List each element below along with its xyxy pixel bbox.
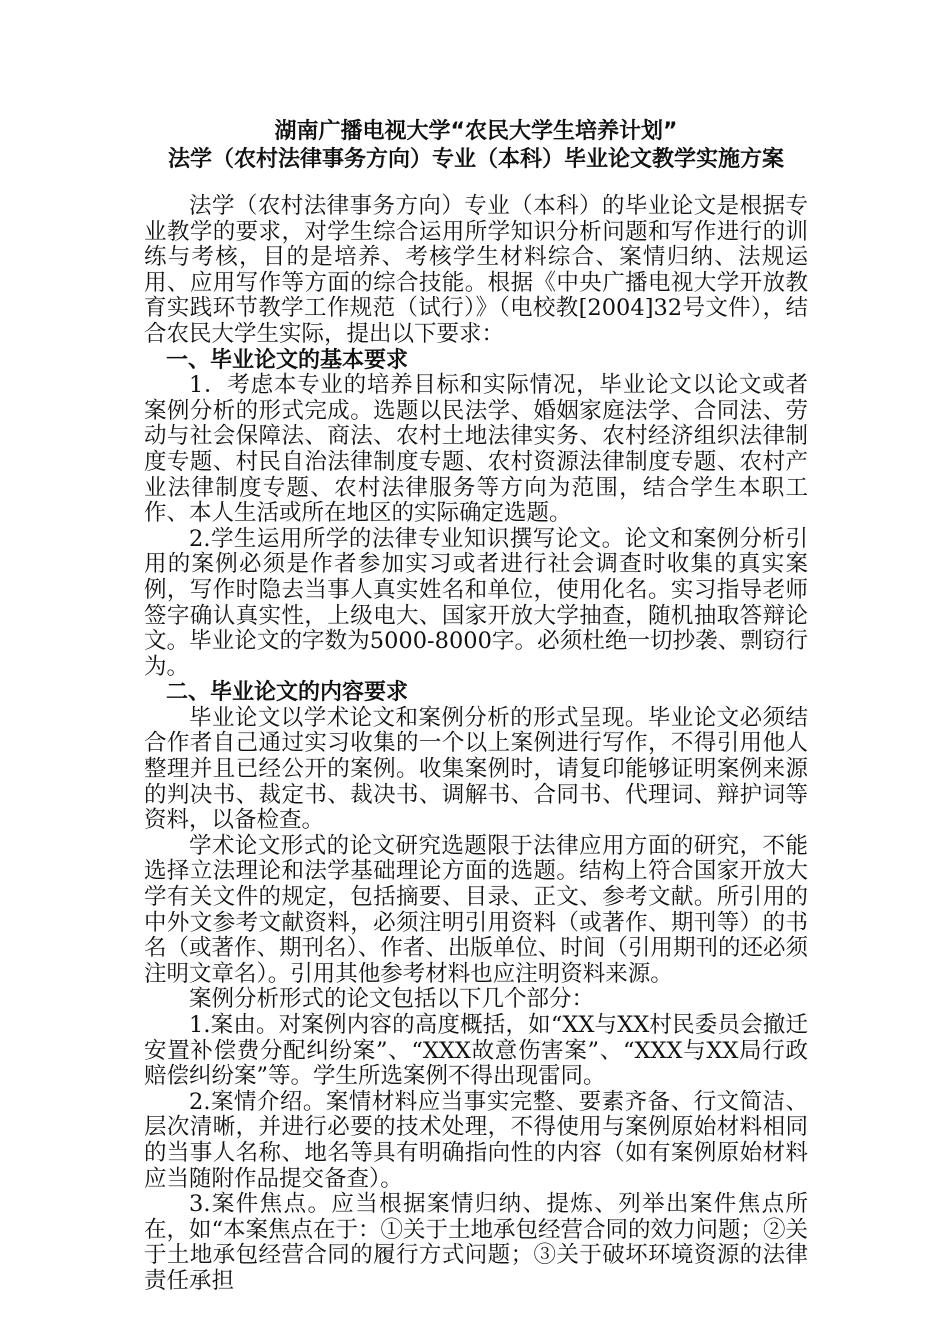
title-line-1: 湖南广播电视大学“农民大学生培养计划”: [274, 119, 678, 144]
section-1-heading: 一、毕业论文的基本要求: [166, 347, 409, 373]
section-2-paragraph-1: 毕业论文以学术论文和案例分析的形式呈现。毕业论文必须结合作者自己通过实习收集的一个以上案例进行写作，不得引用他人整理并且已经公开的案例。收集案例时，请复印能够证明案例来源的判决书、裁定书、裁决书、调解书、合同书、代理词、辩护词等资料，以备检查。: [144, 704, 808, 834]
intro-paragraph: 法学（农村法律事务方向）专业（本科）的毕业论文是根据专业教学的要求，对学生综合运用所学知识分析问题和写作进行的训练与考核，目的是培养、考核学生材料综合、案情归纳、法规运用、应用写作等方面的综合技能。根据《中央广播电视大学开放教育实践环节教学工作规范（试行）》（电校教[2004]32号文件），结合农民大学生实际，提出以下要求：: [144, 193, 808, 347]
document-body: [144, 118, 808, 1295]
section-1-paragraph-1: 1．考虑本专业的培养目标和实际情况，毕业论文以论文或者案例分析的形式完成。选题以民法学、婚姻家庭法学、合同法、劳动与社会保障法、商法、农村土地法律实务、农村经济组织法律制度专题、村民自治法律制度专题、农村资源法律制度专题、农村产业法律制度专题、农村法律服务等方向为范围，结合学生本职工作、本人生活或所在地区的实际确定选题。: [144, 372, 808, 527]
section-2-paragraph-3: 案例分析形式的论文包括以下几个部分：: [189, 986, 595, 1013]
document-title: [144, 118, 808, 174]
section-2-paragraph-2: 学术论文形式的论文研究选题限于法律应用方面的研究，不能选择立法理论和法学基础理论方面的选题。结构上符合国家开放大学有关文件的规定，包括摘要、目录、正文、参考文献。所引用的中外文参考文献资料，必须注明引用资料（或著作、期刊等）的书名（或著作、期刊名）、作者、出版单位、时间（引用期刊的还必须注明文章名）。引用其他参考材料也应注明资料来源。: [144, 832, 808, 987]
section-2-paragraph-6: 3.案件焦点。应当根据案情归纳、提炼、列举出案件焦点所在，如“本案焦点在于：①关于土地承包经营合同的效力问题；②关于土地承包经营合同的履行方式问题；③关于破坏环境资源的法律责任承担: [144, 1191, 809, 1294]
section-2-paragraph-5: 2.案情介绍。案情材料应当事实完整、要素齐备、行文简洁、层次清晰，并进行必要的技术处理，不得使用与案例原始材料相同的当事人名称、地名等具有明确指向性的内容（如有案例原始材料应当随附作品提交备查）。: [144, 1088, 808, 1192]
section-2-heading: 二、毕业论文的内容要求: [166, 680, 409, 706]
section-2-paragraph-4: 1.案由。对案例内容的高度概括，如“XX与XX村民委员会撤迁安置补偿费分配纠纷案”、“XXX故意伤害案”、“XXX与XX局行政赔偿纠纷案”等。学生所选案例不得出现雷同。: [144, 1012, 808, 1090]
section-1-paragraph-2: 2.学生运用所学的法律专业知识撰写论文。论文和案例分析引用的案例必须是作者参加实习或者进行社会调查时收集的真实案例，写作时隐去当事人真实姓名和单位，使用化名。实习指导老师签字确认真实性，上级电大、国家开放大学抽查，随机抽取答辩论文。毕业论文的字数为5000-8000字。必须杜绝一切抄袭、剽窃行为。: [144, 525, 808, 680]
title-line-2: 法学（农村法律事务方向）专业（本科）毕业论文教学实施方案: [167, 147, 784, 172]
